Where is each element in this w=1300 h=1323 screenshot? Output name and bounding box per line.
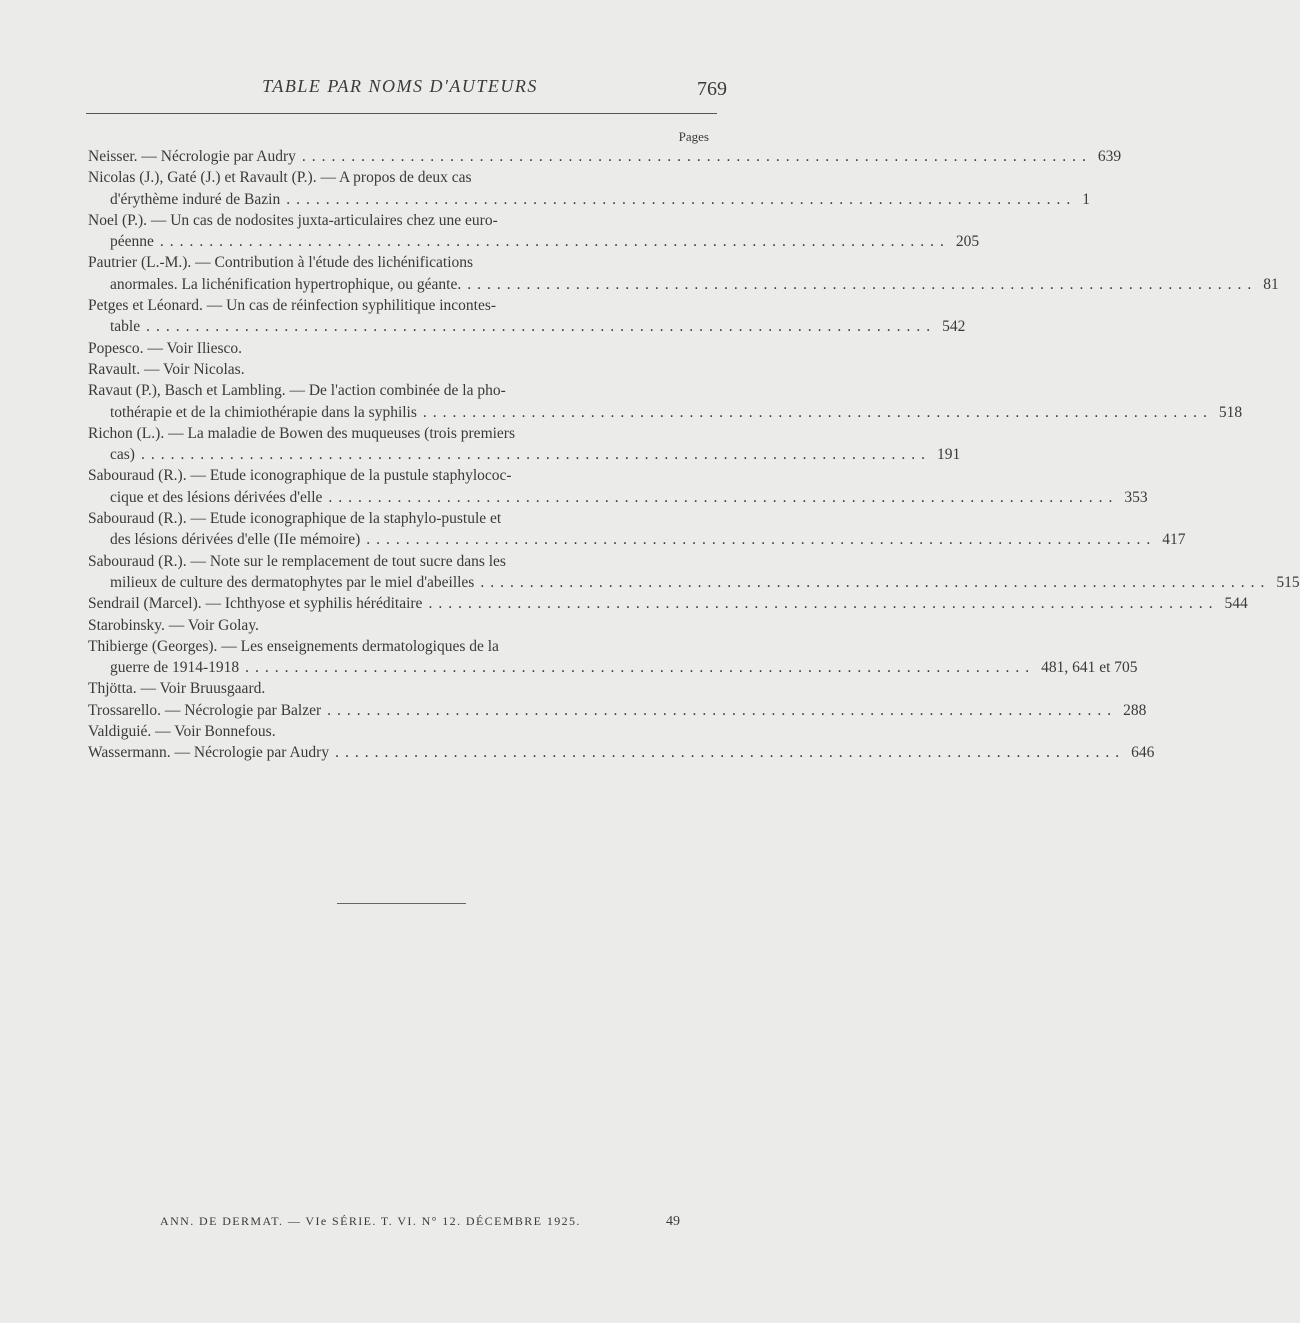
dot-leader: ................................................................................ (335, 744, 1126, 762)
entry-text: cas) (110, 446, 135, 464)
index-entry (88, 678, 710, 699)
entry-line (88, 593, 1248, 614)
entry-text: Wassermann. — Nécrologie par Audry (88, 744, 330, 762)
index-entry (88, 508, 1186, 551)
index-entry (88, 167, 1090, 210)
entry-text: Pautrier (L.-M.). — Contribution à l'étude des lichénifications (88, 254, 474, 272)
entry-text: Ravault. — Voir Nicolas. (88, 360, 245, 378)
entry-text: Thjötta. — Voir Bruusgaard. (88, 680, 266, 698)
index-entry (88, 295, 966, 338)
entry-line (88, 721, 710, 742)
entry-line (88, 742, 1155, 763)
entry-text: table (110, 318, 141, 336)
entry-text: Starobinsky. — Voir Golay. (88, 616, 259, 634)
page-number: 769 (697, 78, 727, 100)
entry-line (88, 295, 710, 316)
entry-text: Sabouraud (R.). — Note sur le remplacement de tout sucre dans les (88, 552, 506, 570)
index-entry (88, 359, 710, 380)
page-reference: 81 (1263, 275, 1279, 293)
dot-leader: ................................................................................ (301, 148, 1092, 165)
entry-line (88, 338, 710, 359)
dot-leader: ................................................................................ (245, 659, 1036, 677)
index-entry (88, 423, 961, 466)
entry-line (88, 359, 710, 380)
entry-text: Sabouraud (R.). — Etude iconographique de la pustule staphylococ- (88, 467, 512, 485)
entry-text: anormales. La lichénification hypertrophique, ou géante. (110, 275, 462, 293)
journal-reference: ANN. DE DERMAT. — VIe SÉRIE. T. VI. N° 12. DÉCEMBRE 1925. (160, 1214, 581, 1228)
entry-continuation-line (88, 657, 1138, 678)
entry-text: guerre de 1914-1918 (110, 659, 240, 677)
end-rule (337, 903, 466, 904)
running-head (88, 74, 727, 104)
index-entry (88, 380, 1243, 423)
signature-mark: 49 (666, 1214, 680, 1229)
dot-leader: ................................................................................ (467, 275, 1258, 293)
entry-continuation-line (88, 316, 966, 337)
entry-text: Noel (P.). — Un cas de nodosites juxta-articulaires chez une euro- (88, 211, 498, 229)
index-entry (88, 551, 1300, 594)
entry-text: Valdiguié. — Voir Bonnefous. (88, 723, 276, 741)
entry-line (88, 167, 710, 188)
entry-text: péenne (110, 233, 154, 251)
dot-leader: ................................................................................ (140, 446, 931, 464)
entry-text: Thibierge (Georges). — Les enseignements dermatologiques de la (88, 637, 499, 655)
dot-leader: ................................................................................ (428, 595, 1219, 613)
entry-line (88, 615, 710, 636)
dot-leader: ................................................................................ (286, 190, 1077, 208)
footer (160, 1214, 680, 1229)
entry-continuation-line (88, 487, 1148, 508)
entry-line (88, 210, 710, 231)
entry-line (88, 508, 710, 529)
entry-text: cique et des lésions dérivées d'elle (110, 488, 323, 506)
entry-continuation-line (88, 444, 961, 465)
entry-continuation-line (88, 231, 980, 252)
index-entry (88, 252, 1279, 295)
page-reference: 1 (1082, 190, 1090, 208)
running-title: TABLE PAR NOMS D'AUTEURS (262, 76, 538, 96)
entry-continuation-line (88, 274, 1279, 295)
index-entry (88, 593, 1248, 614)
entry-line (88, 465, 710, 486)
entry-text: Trossarello. — Nécrologie par Balzer (88, 701, 322, 719)
dot-leader: ................................................................................ (328, 488, 1119, 506)
page-reference: 353 (1124, 488, 1148, 506)
dot-leader: ................................................................................ (146, 318, 937, 336)
entry-continuation-line (88, 529, 1186, 550)
entry-text: Popesco. — Voir Iliesco. (88, 339, 242, 357)
entry-text: Sabouraud (R.). — Etude iconographique de la staphylo-pustule et (88, 510, 502, 528)
index-entry (88, 146, 1122, 167)
entry-line (88, 252, 710, 273)
pages-column-label: Pages (678, 129, 709, 144)
entry-text: des lésions dérivées d'elle (IIe mémoire) (110, 531, 361, 549)
page-reference: 544 (1224, 595, 1248, 613)
page-reference: 518 (1218, 403, 1243, 421)
entry-continuation-line (88, 189, 1090, 210)
entry-text: Sendrail (Marcel). — Ichthyose et syphilis héréditaire (88, 595, 423, 613)
index-entry (88, 742, 1155, 763)
index-entry (88, 636, 1138, 679)
entry-text: Nicolas (J.), Gaté (J.) et Ravault (P.). — A propos de deux cas (88, 169, 472, 187)
entry-line (88, 636, 710, 657)
entry-text: d'érythème induré de Bazin (110, 190, 281, 208)
dot-leader: ................................................................................ (327, 701, 1118, 719)
page-reference: 417 (1162, 531, 1186, 549)
page-reference: 542 (942, 318, 966, 336)
entry-line (88, 700, 1147, 721)
dot-leader: ................................................................................ (159, 233, 950, 251)
dot-leader: ................................................................................ (480, 573, 1271, 591)
entry-text: Richon (L.). — La maladie de Bowen des muqueuses (trois premiers (88, 424, 515, 442)
index-entry (88, 615, 710, 636)
entry-line (88, 678, 710, 699)
index-entry (88, 700, 1147, 721)
index-entry (88, 721, 710, 742)
entry-text: Petges et Léonard. — Un cas de réinfection syphilitique incontes- (88, 297, 497, 315)
entry-line (88, 551, 710, 572)
entry-line (88, 380, 710, 401)
entry-text: tothérapie et de la chimiothérapie dans la syphilis (110, 403, 417, 421)
index-entry (88, 338, 710, 359)
page-reference: 481, 641 et 705 (1041, 659, 1138, 677)
dot-leader: ................................................................................ (422, 403, 1213, 421)
entry-text: Ravaut (P.), Basch et Lambling. — De l'action combinée de la pho- (88, 382, 506, 400)
entry-text: Neisser. — Nécrologie par Audry (88, 148, 296, 165)
page-reference: 515 (1276, 573, 1300, 591)
entry-line (88, 146, 1122, 167)
index-entry (88, 465, 1148, 508)
page-reference: 639 (1097, 148, 1122, 165)
index-entry (88, 210, 980, 253)
entry-text: milieux de culture des dermatophytes par le miel d'abeilles (110, 573, 475, 591)
dot-leader: ................................................................................ (366, 531, 1157, 549)
entry-continuation-line (88, 572, 1300, 593)
entry-line (88, 423, 710, 444)
page-reference: 205 (955, 233, 980, 251)
author-index (88, 146, 1300, 764)
page-reference: 191 (936, 446, 961, 464)
entry-continuation-line (88, 402, 1243, 423)
page-reference: 646 (1131, 744, 1155, 762)
page-reference: 288 (1123, 701, 1147, 719)
header-rule (86, 113, 717, 114)
